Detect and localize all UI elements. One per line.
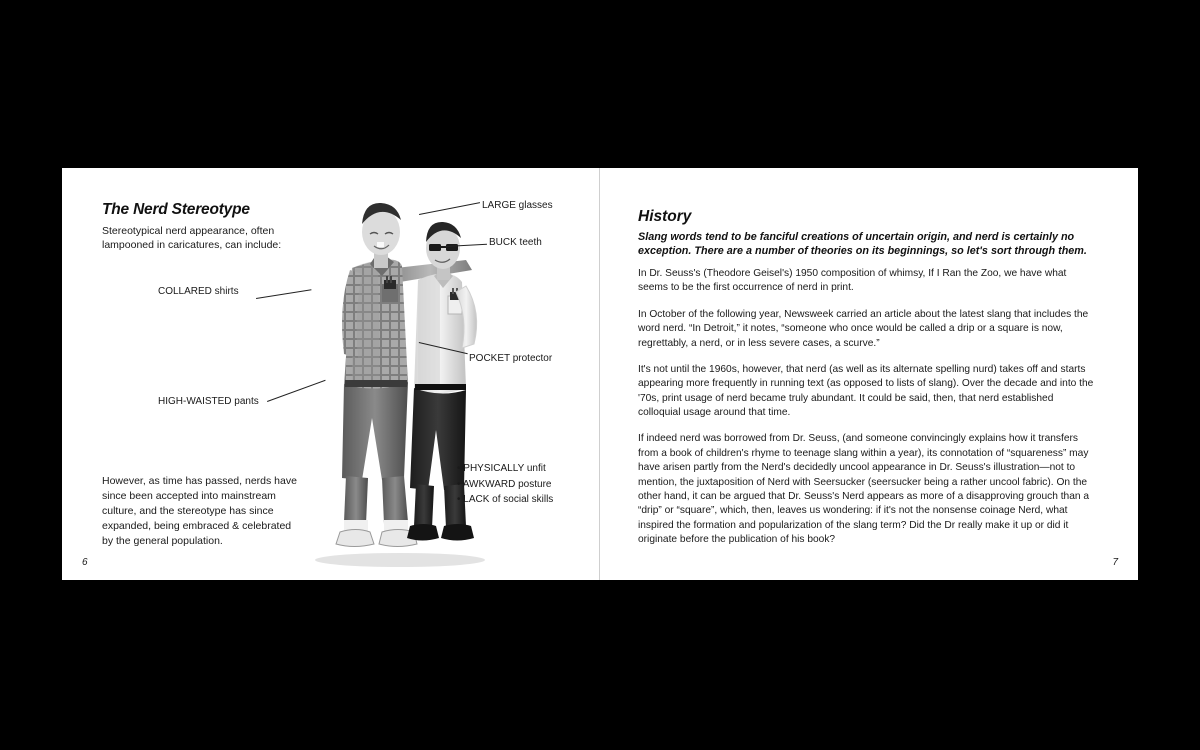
history-paragraph: It's not until the 1960s, however, that nerd (as well as its alternate spelling nurd) takes off and starts appearing more frequently in running text (as opposed to lists of slang). Over the decade and into the '70s, print usage of nerd became truly abundant. It could be said, then, that nerd established colloquial usage around that time. [638,363,1094,418]
two-nerds-photo [290,176,528,572]
left-page [62,168,600,580]
page-number-right: 7 [1112,557,1118,568]
history-paragraph: In October of the following year, Newsweek carried an article about the latest slang that includes the word nerd. “In Detroit,” it notes, “someone who once would be called a drip or a square is now, regrettably, a nerd, or in less severe cases, a scurve.” [638,308,1089,349]
bullet-item: • LACK of social skills [457,492,553,508]
callout-large-glasses: LARGE glasses [482,200,553,211]
book-spread [62,168,1138,580]
right-page [600,168,1138,580]
left-page-closing-text: However, as time has passed, nerds have since been accepted into mainstream culture, and the stereotype has since expanded, being embraced & celebrated by the general population. [102,475,297,547]
callout-collared-shirts: COLLARED shirts [158,286,239,297]
right-page-deck: Slang words tend to be fanciful creations of uncertain origin, and nerd is certainly no exception. There are a number of theories on its beginnings, so let's sort through them. [638,231,1087,258]
photo-illustration [290,176,528,572]
nerd-trait-bullets [457,461,553,508]
bullet-item: • AWKWARD posture [457,477,553,493]
callout-pocket-protector: POCKET protector [469,353,553,364]
left-page-title: The Nerd Stereotype [102,201,250,218]
history-paragraph: In Dr. Seuss's (Theodore Geisel's) 1950 composition of whimsy, If I Ran the Zoo, we have what seems to be the first occurrence of nerd in print. [638,268,1067,294]
left-page-intro: Stereotypical nerd appearance, often lampooned in caricatures, can include: [102,225,282,252]
page-number-left: 6 [82,557,88,568]
callout-high-waisted-pants: HIGH-WAISTED pants [158,396,259,407]
history-paragraph: If indeed nerd was borrowed from Dr. Seuss, (and someone convincingly explains how it transfers from a book of children's rhyme to teenage slang within a year), its connotation of “squareness” may have arisen partly from the Nerd's decidedly uncool appearance in Dr. Seuss's illustration—not to mention, the juxtaposition of Nerd with Seersucker (seersucker being a rather uncool fabric). On the other hand, it can be argued that Dr. Seuss's Nerd appears as more of a disapproving grouch than a “drip” or “square”, which, then, leaves us wondering: if it's not the nonsense coinage Nerd, what inspired the formation and popularization of the slang term? Did the Dr really make it up or did it originate before the publication of his book? [638,433,1090,545]
right-page-title: History [638,208,692,225]
history-body [638,267,1094,559]
bullet-item: • PHYSICALLY unfit [457,461,553,477]
callout-buck-teeth: BUCK teeth [489,237,542,248]
